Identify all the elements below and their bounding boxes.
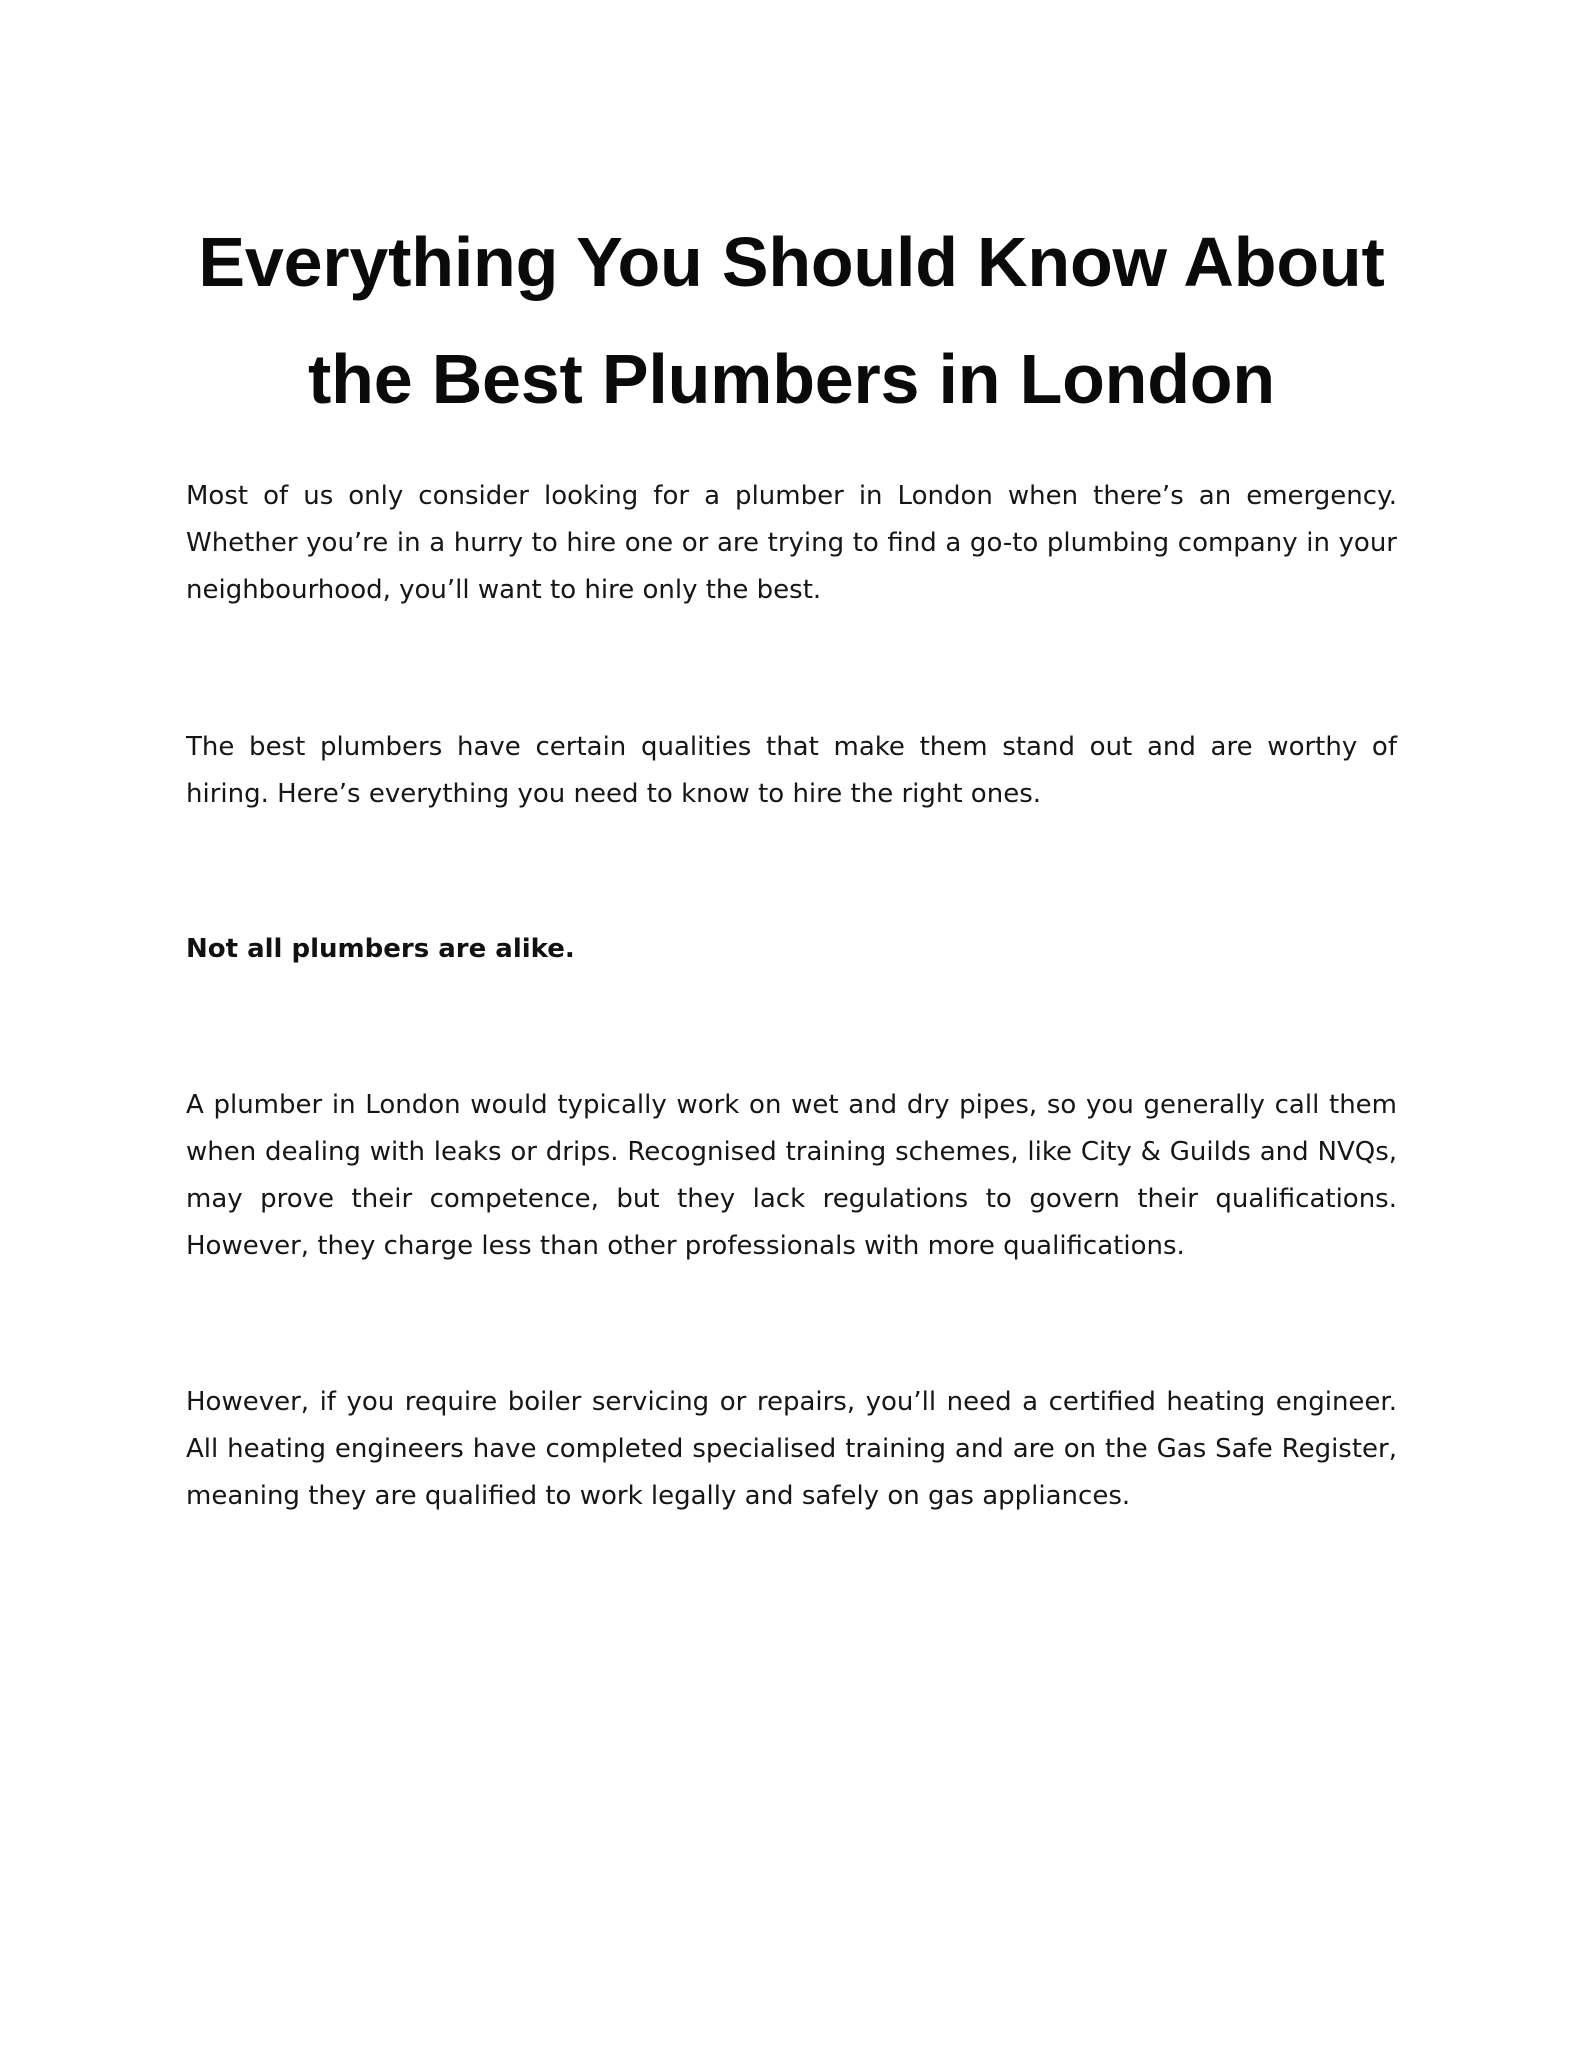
- plumber-work-paragraph: A plumber in London would typically work on wet and dry pipes, so you generally call them when dealing with leaks or drips. Recognised training schemes, like City & Guilds and NVQs, may prove their competence, but they lack regulations to govern their qualifications. However, they charge less than other professionals with more qualifications.: [186, 1090, 1397, 1261]
- page-title: Everything You Should Know About the Best Plumbers in London: [198, 223, 1385, 418]
- section-heading: Not all plumbers are alike.: [186, 934, 575, 964]
- qualities-paragraph: The best plumbers have certain qualities that make them stand out and are worthy of hiring. Here’s everything you need to know to hire the right ones.: [186, 732, 1397, 809]
- intro-paragraph: Most of us only consider looking for a plumber in London when there’s an emergency. Whether you’re in a hurry to hire one or are trying to find a go-to plumbing company in your neighbourhood, you’ll want to hire only the best.: [186, 481, 1397, 605]
- heating-engineer-paragraph: However, if you require boiler servicing or repairs, you’ll need a certified heating engineer. All heating engineers have completed specialised training and are on the Gas Safe Register, meaning they are qualified to work legally and safely on gas appliances.: [186, 1387, 1397, 1511]
